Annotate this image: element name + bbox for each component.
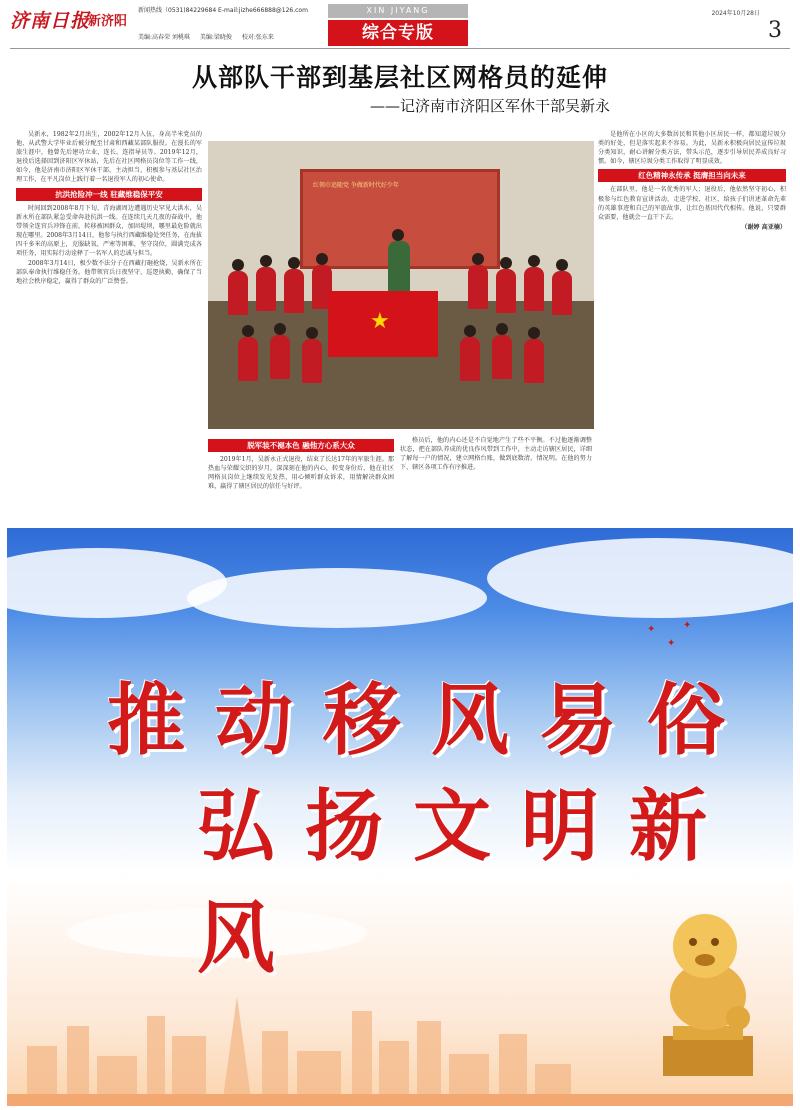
paragraph: 时间回到2008年8月下旬，青海湖周边遭遇历史罕见大洪水，吴新永所在部队紧急受命奔赴抗洪一线。在连续几天几夜的奋战中，他带领全连官兵冲锋在前，转移被困群众，加固堤坝，哪里最危险就出现在哪里。2008年3月14日，他参与执行西藏维稳处突任务，在海拔四千多米的高原上，克服缺氧、严寒等困难，坚守岗位，圆满完成各项任务，用实际行动诠释了一名军人的忠诚与担当。	[16, 204, 202, 258]
article-column-4	[598, 130, 786, 516]
masthead	[10, 4, 790, 48]
bird-icon: ✦	[667, 638, 676, 649]
photo-person	[492, 335, 512, 379]
proof-credit: 校对:张东来	[241, 34, 274, 41]
photo-person	[238, 337, 258, 381]
cloud-decoration	[187, 568, 487, 628]
paragraph: 吴新永，1982年2月出生，2002年12月入伍，身高半米党员的他，从武警大学毕业后被分配至甘肃和西藏某部队服役。在漫长的军旅生涯中，他曾先后建功立业，连长、连指导员等。2019年12月，退役后选择回到济阳区军休站，先后在社区网格员岗位等工作一线，如今，他是济南市济阳区军休干部，主动担当，积极参与基层社区治理工作，在平凡岗位上践行着一名退役军人的初心使命。	[16, 131, 202, 184]
newspaper-subtitle: 新济阳	[88, 14, 128, 29]
paragraph: 在部队里，他是一名优秀的军人；退役后，他依然坚守初心，积极参与红色教育宣讲活动，走进学校、社区，给孩子们讲述革命先辈的英雄事迹和自己的军旅故事，让红色基因代代相传。他说，只要群众需要，他就会一直干下去。	[598, 186, 786, 221]
section-heading: 抗洪抢险冲一线 驻藏维稳保平安	[16, 188, 202, 201]
article-column-2	[208, 436, 394, 516]
photo-person	[388, 241, 410, 295]
photo-person	[524, 339, 544, 383]
photo-flag	[328, 291, 438, 357]
photo-person	[256, 267, 276, 311]
section-heading: 红色精神永传承 挺膺担当向未来	[598, 169, 786, 182]
paragraph: 是他所在小区的大多数居民和其他小区居民一样，都知道垃圾分类的好处，但是落实起来不容易。为此，吴新永积极向居民宣传垃圾分类知识，耐心讲解分类方法，带头示范，逐步引导居民养成良好习惯。如今，辖区垃圾分类工作取得了明显成效。	[598, 131, 786, 166]
article-column-3	[400, 436, 592, 516]
art-credit: 美编:梁晓俊	[199, 34, 232, 41]
slogan-line-2: 弘扬文明新风	[197, 782, 738, 984]
photo-board-text: 红领巾追随党 争做新时代好少年	[313, 182, 399, 189]
hotline: 新闻热线（0531)84229684 E-mail:jizhe666888@126.com	[138, 7, 308, 14]
paragraph: 2008年3月14日，极少数不法分子在西藏打砸抢烧，吴新永所在部队奉命执行维稳任务。他带领官兵日夜坚守，巡逻执勤，确保了当地社会秩序稳定，赢得了群众的广泛赞誉。	[16, 260, 202, 286]
photo-person	[552, 271, 572, 315]
paragraph: 2019年1月，吴新永正式退役，结束了长达17年的军旅生涯。那热血与荣耀交织的岁月，深深刻在他的内心，转变身份后，他在社区网格员岗位上继续发光发热，用心倾听群众诉求，用情解决群众困难，赢得了辖区居民的信任与好评。	[208, 456, 394, 491]
photo-person	[468, 265, 488, 309]
byline: （谢婷 高亚楠）	[741, 223, 786, 231]
paragraph: 格员后，他的内心还是不自觉地产生了些不平衡。不过他逐渐调整状态，把在部队养成的优良作风带到工作中，主动走访辖区居民，详细了解每一户的情况，建立网格台账，做到底数清、情况明。在他的努力下，辖区各项工作有序推进。	[400, 437, 592, 472]
photo-person	[284, 269, 304, 313]
issue-date: 2024年10月28日	[711, 10, 760, 17]
editor-credit: 美编:高春荣 刘桃琪	[138, 34, 190, 41]
photo-person	[524, 267, 544, 311]
section-heading: 脱军装不褪本色 融他方心系大众	[208, 439, 394, 452]
bird-icon: ✦	[683, 620, 692, 631]
pinyin-bar: XIN JIYANG	[328, 4, 468, 18]
slogan-line-1: 推动移风易俗	[107, 676, 756, 766]
staff-credits	[138, 32, 338, 41]
photo-person	[302, 339, 322, 383]
cloud-decoration	[487, 538, 793, 618]
article-column-1	[16, 130, 202, 514]
bird-icon: ✦	[647, 624, 656, 635]
photo-person	[270, 335, 290, 379]
article-photo	[208, 141, 594, 429]
photo-person	[496, 269, 516, 313]
article-headline: 从部队干部到基层社区网格员的延伸	[191, 63, 608, 92]
page-number: 3	[768, 18, 782, 43]
article-subhead: ——记济南市济阳区军休干部吴新永	[370, 97, 611, 115]
photo-person	[228, 271, 248, 315]
newspaper-logo: 济南日报	[10, 10, 91, 32]
stone-lion-icon	[643, 906, 773, 1076]
photo-person	[460, 337, 480, 381]
public-service-poster	[7, 528, 793, 1106]
masthead-rule	[10, 48, 790, 49]
section-banner: 综合专版	[328, 20, 468, 46]
flag-star-icon: ★	[370, 309, 390, 334]
